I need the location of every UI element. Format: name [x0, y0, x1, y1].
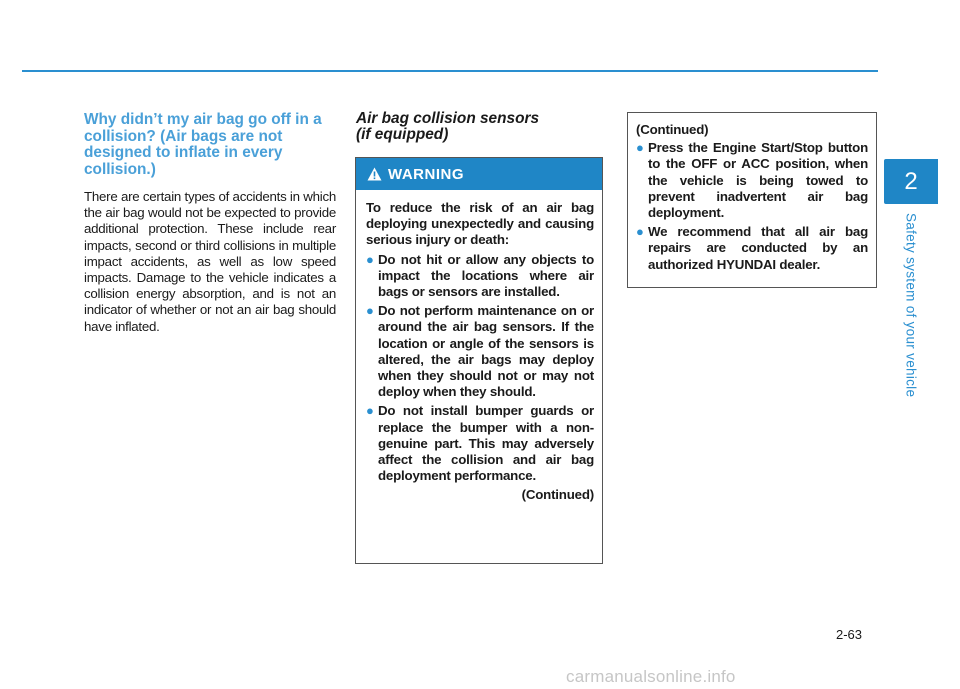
section-heading-line1: Air bag collision sensors	[356, 110, 540, 127]
warning-box	[355, 157, 603, 564]
warning-intro: To reduce the risk of an air bag deploying unexpectedly and causing serious injury or death:	[366, 200, 594, 248]
warning-title: WARNING	[388, 165, 464, 183]
continued-bullet-text: Press the Engine Start/Stop button to the OFF or ACC position, when the vehicle is being towed to prevent inadvertent air bag deployment.	[648, 140, 868, 221]
warning-bullet-list	[366, 252, 594, 485]
warning-bullet	[366, 252, 594, 301]
faq-body: There are certain types of accidents in which the air bag would not be expected to provide additional protection. These include rear impacts, second or third collisions in multiple impact accidents, as well as low speed impacts. Damage to the vehicle indicates a collision energy absorption, and is not an indicator of whether or not an air bag should have inflated.	[84, 189, 336, 334]
continued-bullet-list	[636, 140, 868, 273]
warning-body	[356, 190, 602, 504]
continued-warning-box	[627, 112, 877, 288]
faq-section	[84, 112, 336, 335]
page-number: 2-63	[836, 627, 863, 642]
section-heading-line2: (if equipped)	[356, 126, 449, 143]
bullet-dot-icon: ●	[366, 303, 374, 319]
faq-heading: Why didn’t my air bag go off in a collision? (Air bags are not designed to inflate in every collision.)	[84, 111, 322, 178]
chapter-number: 2	[904, 167, 918, 195]
continued-bullet	[636, 224, 868, 273]
bullet-dot-icon: ●	[366, 251, 374, 267]
section-heading	[356, 111, 606, 143]
warning-bullet	[366, 303, 594, 400]
bullet-dot-icon: ●	[636, 140, 644, 156]
warning-header	[356, 158, 602, 190]
warning-triangle-icon	[367, 167, 382, 181]
top-rule	[22, 70, 878, 72]
chapter-title: Safety system of your vehicle	[903, 213, 919, 398]
watermark: carmanualsonline.info	[566, 667, 736, 686]
warning-bullet	[366, 403, 594, 484]
chapter-number-tab	[884, 159, 938, 204]
warning-continued: (Continued)	[521, 487, 594, 503]
warning-bullet-text: Do not hit or allow any objects to impact the locations where air bags or sensors are installed.	[378, 251, 594, 300]
warning-bullet-text: Do not perform maintenance on or around the air bag sensors. If the location or angle of the sensors is altered, the air bags may deploy when they should not or may not deploy when they should.	[378, 303, 594, 400]
warning-bullet-text: Do not install bumper guards or replace the bumper with a non-genuine part. This may adversely affect the collision and air bag deployment performance.	[378, 403, 594, 484]
bullet-dot-icon: ●	[636, 224, 644, 240]
continued-label: (Continued)	[636, 122, 709, 137]
bullet-dot-icon: ●	[366, 403, 374, 419]
continued-bullet-text: We recommend that all air bag repairs are conducted by an authorized HYUNDAI dealer.	[648, 224, 868, 272]
continued-bullet	[636, 140, 868, 221]
